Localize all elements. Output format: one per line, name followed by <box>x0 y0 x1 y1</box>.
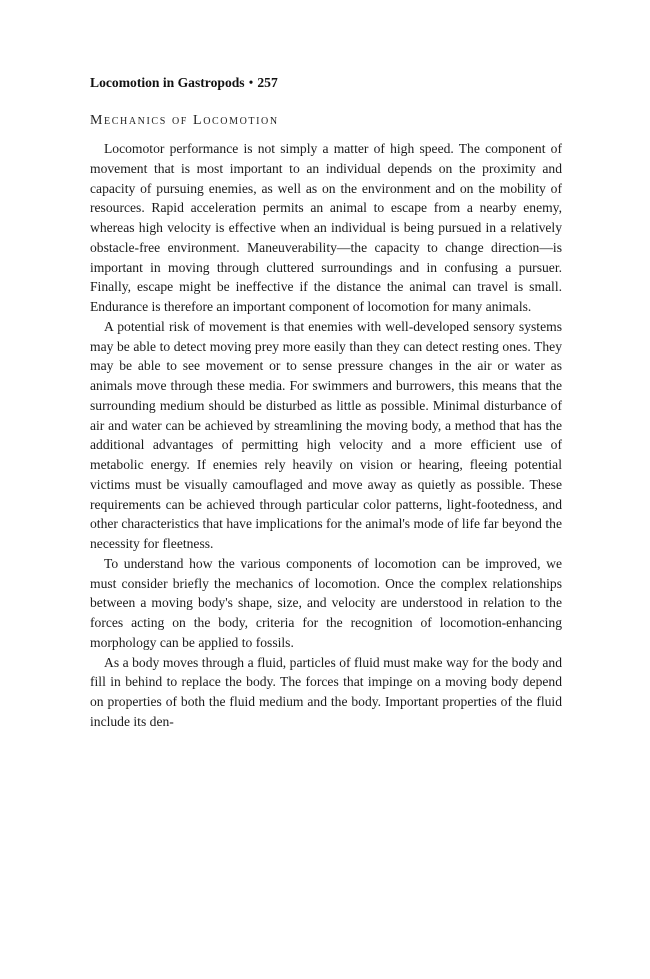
paragraph: Locomotor performance is not simply a matter of high speed. The component of movement that is most important to an individual depends on the proximity and capacity of pursuing enemies, as well as on the environment and on the mobility of resources. Rapid acceleration permits an animal to escape from a nearby enemy, whereas high velocity is effective when an individual is being pursued in a relatively obstacle-free environment. Maneuverability—the capacity to change direction—is important in moving through cluttered surroundings and in confusing a pursuer. Finally, escape might be ineffective if the distance the animal can travel is small. Endurance is therefore an important component of locomotion for many animals. <box>90 141 562 314</box>
book-page <box>90 74 562 732</box>
running-head-separator: • <box>248 75 254 90</box>
section-heading: Mechanics of Locomotion <box>90 113 279 128</box>
paragraph: To understand how the various components of locomotion can be improved, we must consider briefly the mechanics of locomotion. Once the complex relationships between a moving body's shape, size, and velocity are understood in relation to the forces acting on the body, criteria for the recognition of locomotion-enhancing morphology can be applied to fossils. <box>90 555 562 650</box>
paragraph: A potential risk of movement is that enemies with well-developed sensory systems may be able to detect moving prey more easily than they can detect resting ones. They may be able to see movement or to sense pressure changes in the air or water as animals move through these media. For swimmers and burrowers, this means that the surrounding medium should be disturbed as little as possible. Minimal disturbance of air and water can be achieved by streamlining the moving body, a method that has the additional advantages of permitting high velocity and a more efficient use of metabolic energy. If enemies rely heavily on vision or hearing, fleeing potential victims must be visually camouflaged and move away as quietly as possible. These requirements can be achieved through particular color patterns, light-footedness, and other characteristics that have implications for the animal's mode of life far beyond the necessity for fleetness. <box>90 318 562 551</box>
body-text <box>90 139 562 732</box>
paragraph: As a body moves through a fluid, particles of fluid must make way for the body and fill in behind to replace the body. The forces that impinge on a moving body depend on properties of both the fluid medium and the body. Important properties of the fluid include its den- <box>90 654 562 729</box>
page-number: 257 <box>257 75 278 90</box>
running-head <box>90 74 562 92</box>
running-head-title: Locomotion in Gastropods <box>90 75 245 90</box>
